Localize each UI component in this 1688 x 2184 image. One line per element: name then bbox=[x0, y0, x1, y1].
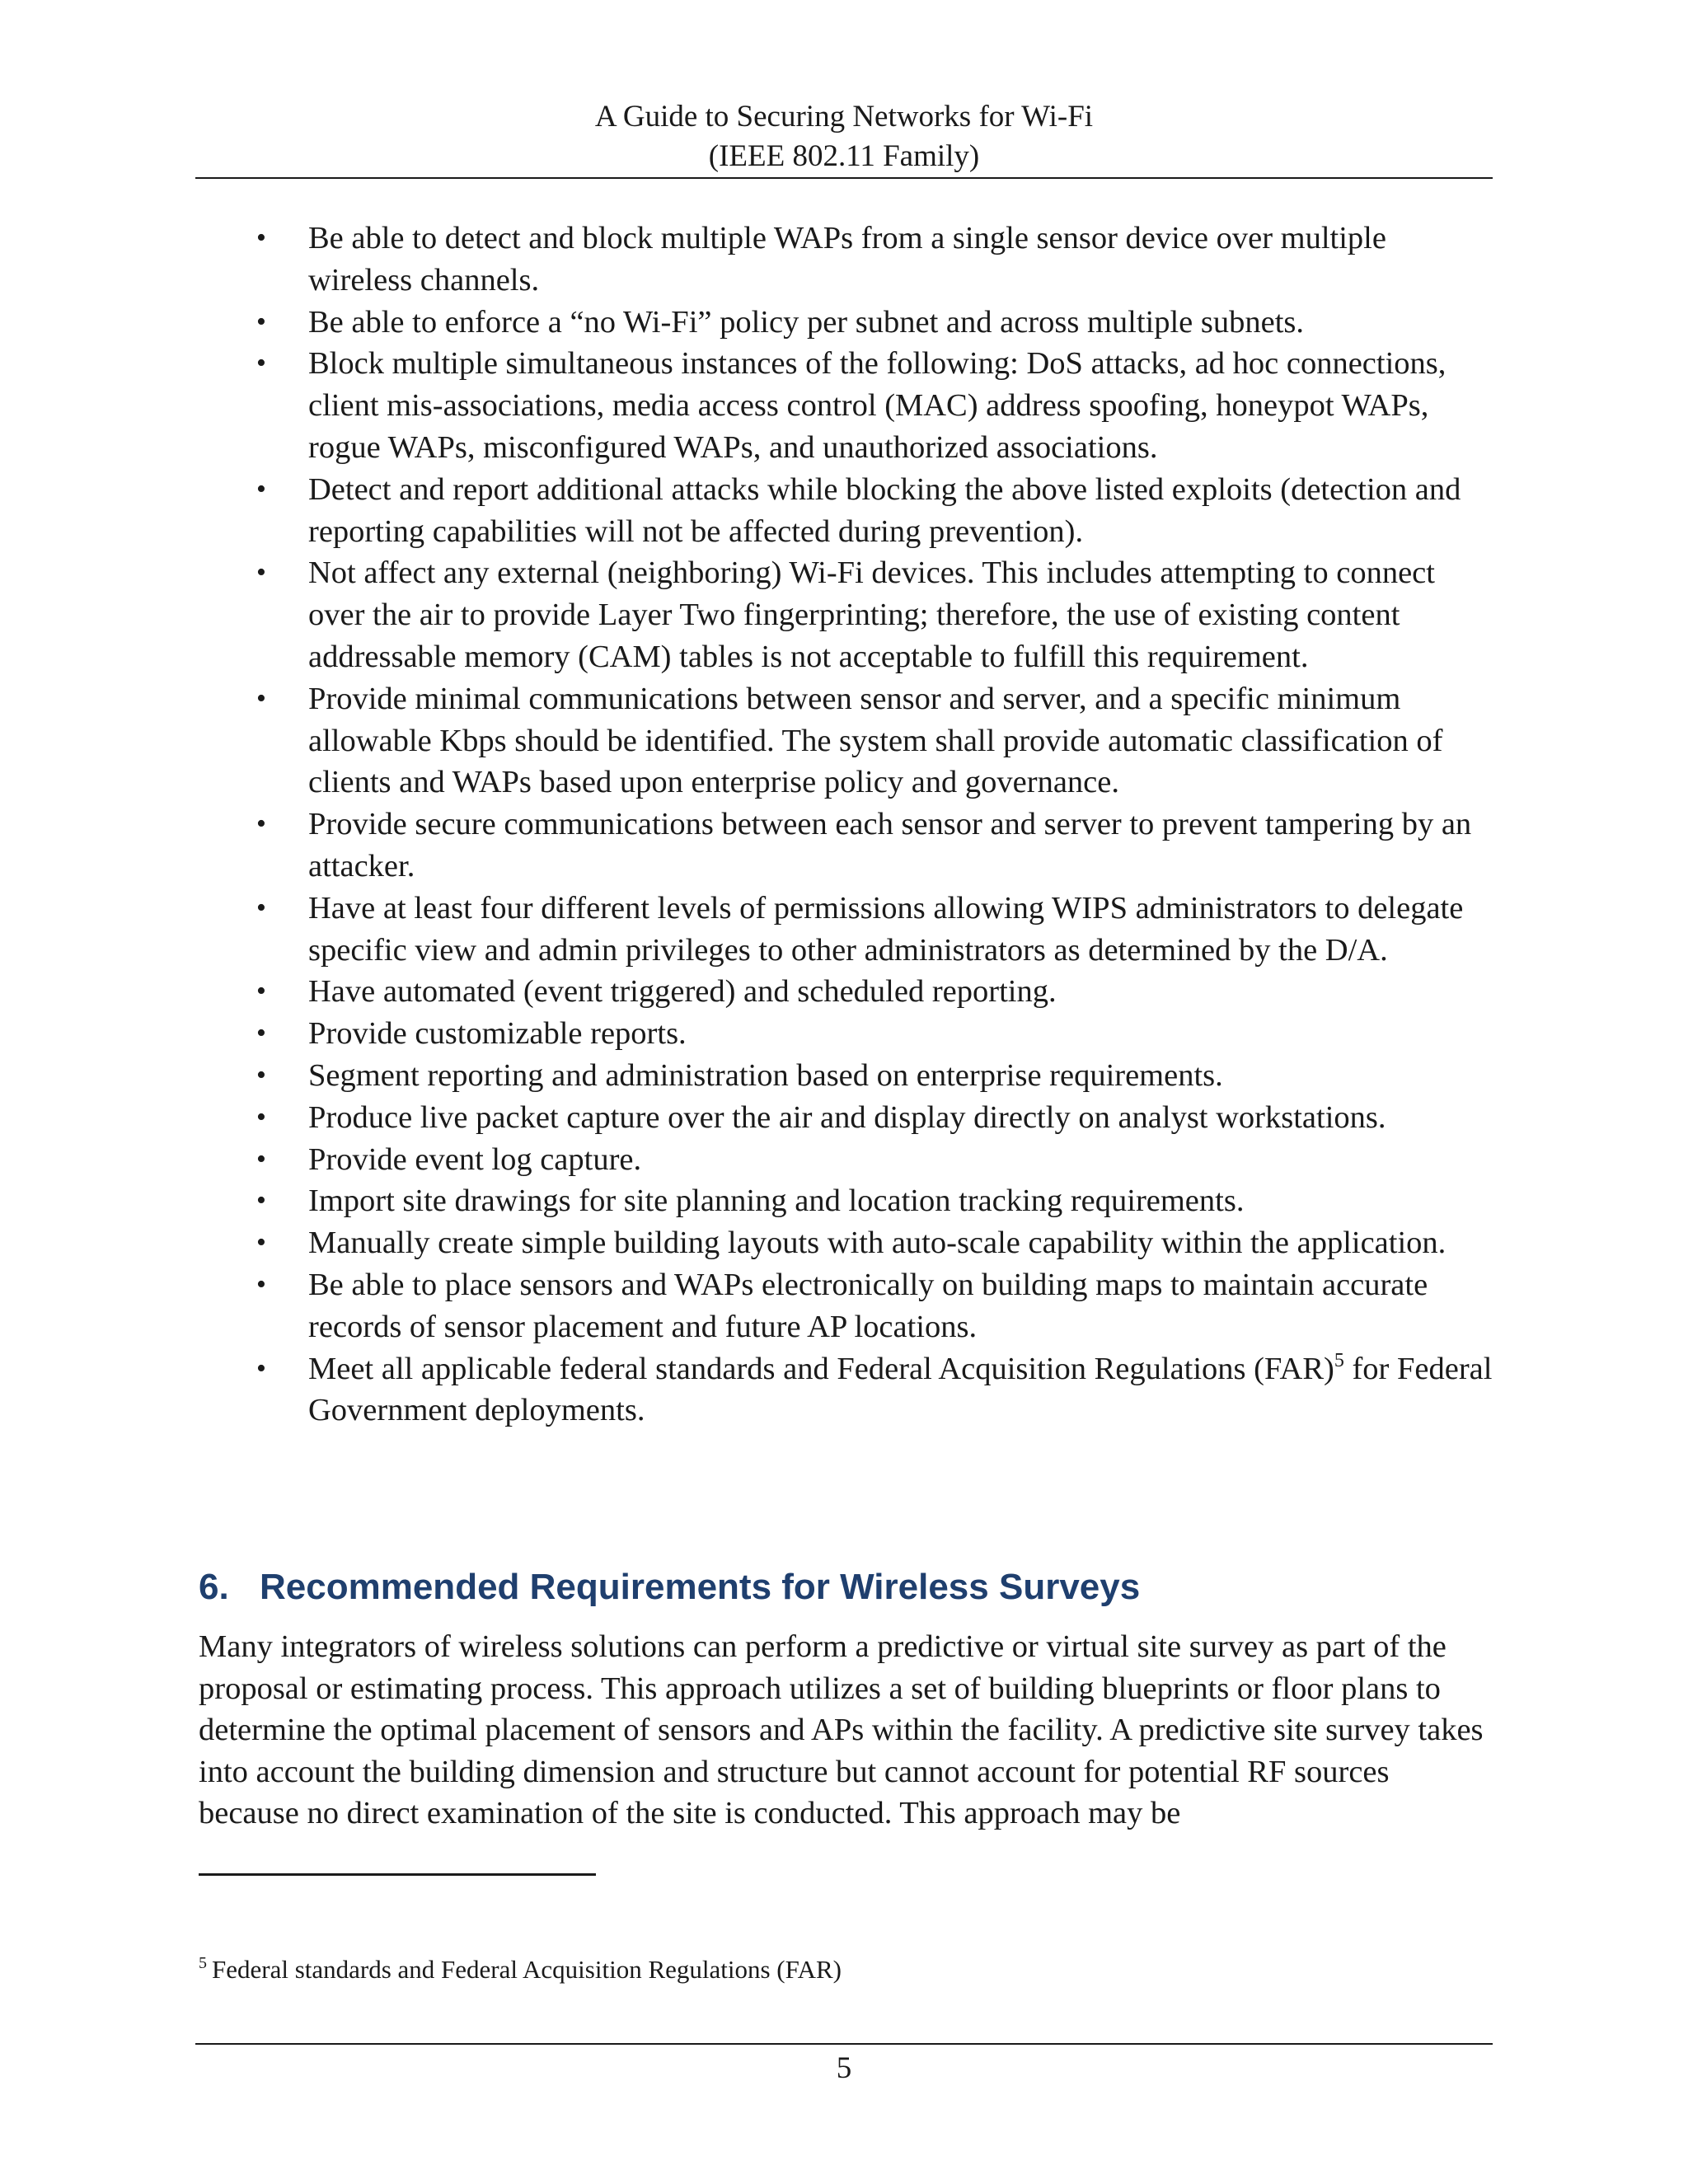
bullet-icon: • bbox=[256, 223, 266, 253]
header-title-line-2: (IEEE 802.11 Family) bbox=[708, 139, 980, 173]
list-item bbox=[0, 343, 1495, 468]
header-title-line-1: A Guide to Securing Networks for Wi-Fi bbox=[594, 100, 1094, 134]
list-item bbox=[0, 469, 1495, 553]
list-item bbox=[0, 804, 1495, 888]
bullet-icon: • bbox=[256, 1185, 266, 1216]
bullet-icon: • bbox=[256, 682, 266, 714]
footnote bbox=[199, 1953, 842, 1986]
bullet-icon: • bbox=[256, 1227, 266, 1258]
list-item-text: Have automated (event triggered) and scheduled reporting. bbox=[308, 974, 1057, 1010]
list-item bbox=[0, 552, 1495, 677]
list-item bbox=[0, 1222, 1495, 1264]
footnote-text: Federal standards and Federal Acquisition Regulations (FAR) bbox=[212, 1955, 842, 1984]
section-number: 6. bbox=[199, 1567, 229, 1607]
list-item bbox=[0, 1180, 1495, 1222]
bullet-icon: • bbox=[256, 1143, 266, 1174]
list-item bbox=[0, 1348, 1495, 1432]
list-item bbox=[0, 1013, 1495, 1055]
list-item-text: Provide minimal communications between sensor and server, and a specific minimum allowable Kbps should be identified. The system shall provide automatic classification of clients and WAPs based upon enterprise policy and governance. bbox=[308, 681, 1443, 800]
list-item-text: Segment reporting and administration based on enterprise requirements. bbox=[308, 1057, 1223, 1093]
header-divider bbox=[195, 177, 1493, 179]
bullet-icon: • bbox=[256, 892, 266, 923]
list-item bbox=[0, 1097, 1495, 1139]
bullet-icon: • bbox=[256, 1268, 266, 1300]
footnote-number: 5 bbox=[199, 1954, 207, 1972]
list-item-text: Produce live packet capture over the air and display directly on analyst workstations. bbox=[308, 1099, 1386, 1135]
list-item-text: Block multiple simultaneous instances of the following: DoS attacks, ad hoc connections, client mis-associations, media access control (MAC) address spoofing, honeypot WAPs, rogue WAPs, misconfigured WAPs, and unauthorized associations. bbox=[308, 346, 1447, 465]
section-title: Recommended Requirements for Wireless Surveys bbox=[260, 1567, 1141, 1607]
bullet-icon: • bbox=[256, 1352, 266, 1384]
list-item-text: Import site drawings for site planning and location tracking requirements. bbox=[308, 1183, 1245, 1219]
list-item-text: Be able to place sensors and WAPs electronically on building maps to maintain accurate records of sensor placement and future AP locations. bbox=[308, 1267, 1428, 1344]
list-item-text: Have at least four different levels of permissions allowing WIPS administrators to delegate specific view and admin privileges to other administrators as determined by the D/A. bbox=[308, 890, 1464, 968]
list-item-text: Detect and report additional attacks while blocking the above listed exploits (detection and reporting capabilities will not be affected during prevention). bbox=[308, 471, 1461, 549]
bullet-icon: • bbox=[256, 976, 266, 1007]
list-item-text: Be able to enforce a “no Wi-Fi” policy per subnet and across multiple subnets. bbox=[308, 304, 1305, 340]
bullet-icon: • bbox=[256, 348, 266, 379]
far-text: Meet all applicable federal standards and Federal Acquisition Regulations (FAR) bbox=[308, 1351, 1334, 1386]
list-item-text: Not affect any external (neighboring) Wi-Fi devices. This includes attempting to connect over the air to provide Layer Two fingerprinting; therefore, the use of existing content addressable memory (CAM) tables is not acceptable to fulfill this requirement. bbox=[308, 555, 1435, 674]
section-paragraph: Many integrators of wireless solutions can perform a predictive or virtual site survey as part of the proposal or estimating process. This approach utilizes a set of building blueprints or floor plans to determine the optimal placement of sensors and APs within the facility. A predictive site survey takes into account the building dimension and structure but cannot account for potential RF sources because no direct examination of the site is conducted. This approach may be bbox=[199, 1629, 1484, 1830]
footnote-divider bbox=[199, 1873, 596, 1876]
bullet-icon: • bbox=[256, 557, 266, 588]
bullet-icon: • bbox=[256, 306, 266, 337]
far-text-continued: for Federal Government deployments. bbox=[308, 1351, 1493, 1428]
list-item-text: Be able to detect and block multiple WAPs from a single sensor device over multiple wireless channels. bbox=[308, 221, 1386, 298]
bullet-icon: • bbox=[256, 1101, 266, 1132]
bullet-icon: • bbox=[256, 1059, 266, 1090]
list-item-text bbox=[308, 1349, 1493, 1428]
list-item bbox=[0, 1055, 1495, 1097]
list-item bbox=[0, 678, 1495, 804]
bullet-icon: • bbox=[256, 1018, 266, 1049]
footer-divider bbox=[195, 2043, 1493, 2045]
list-item-text: Provide secure communications between each sensor and server to prevent tampering by an attacker. bbox=[308, 807, 1472, 883]
bullet-icon: • bbox=[256, 808, 266, 840]
list-item bbox=[0, 1139, 1495, 1181]
page-number: 5 bbox=[836, 2051, 852, 2085]
list-item bbox=[0, 888, 1495, 972]
list-item bbox=[0, 1264, 1495, 1348]
bullet-icon: • bbox=[256, 473, 266, 504]
list-item bbox=[0, 971, 1495, 1013]
section-heading bbox=[199, 1563, 1140, 1612]
list-item-text: Provide event log capture. bbox=[308, 1141, 642, 1177]
footnote-reference[interactable]: 5 bbox=[1334, 1349, 1344, 1371]
list-item-text: Provide customizable reports. bbox=[308, 1016, 687, 1052]
list-item-text: Manually create simple building layouts with auto-scale capability within the application. bbox=[308, 1226, 1447, 1261]
list-item bbox=[0, 302, 1495, 344]
requirements-bullet-list bbox=[0, 218, 1688, 1432]
running-header bbox=[195, 97, 1493, 176]
list-item bbox=[0, 218, 1495, 302]
